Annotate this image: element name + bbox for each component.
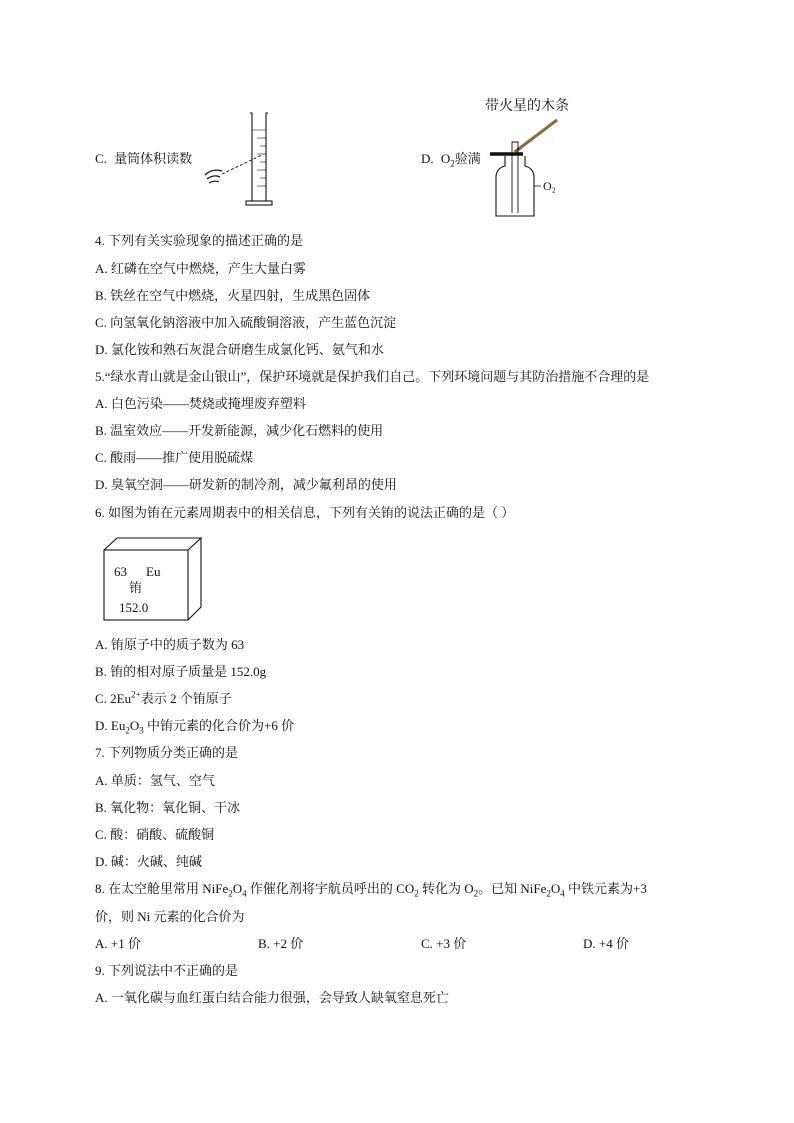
q6-option-d: D. $Eu_2O_3$ 中铕元素的化合价为+6 价 <box>95 718 295 736</box>
splint-label: 带火星的木条 <box>485 99 569 114</box>
q8-line2: 价，则 Ni 元素的化合价为 <box>95 909 245 924</box>
q5-stem: 5.“绿水青山就是金山银山”，保护环境就是保护我们自己。下列环境问题与其防治措施不合理的是 <box>95 369 650 384</box>
q4-stem: 4. 下列有关实验现象的描述正确的是 <box>95 233 304 248</box>
element-name: 铕 <box>129 580 143 595</box>
q7-option-d: D. 碱：火碱、纯碱 <box>95 854 202 869</box>
q4-option-d: D. 氯化铵和熟石灰混合研磨生成氯化钙、氨气和水 <box>95 342 384 357</box>
splint <box>514 120 557 153</box>
q3-option-c: C. 量筒体积读数 <box>95 151 193 166</box>
element-card <box>103 537 203 622</box>
q9-stem: 9. 下列说法中不正确的是 <box>95 963 239 978</box>
q7-stem: 7. 下列物质分类正确的是 <box>95 745 239 760</box>
element-symbol: Eu <box>146 564 161 579</box>
q8-line1: 8. 在太空舱里常用 $NiFe_2O_4$ 作催化剂将宇航员呼出的 $CO_2$ 转化为 $O_2$。已知 $NiFe_2O_4$ 中铁元素为+3 <box>95 881 647 899</box>
q8-option-b: B. +2 价 <box>258 936 304 951</box>
atomic-number: 63 <box>114 564 127 579</box>
q5-option-c: C. 酸雨——推广使用脱硫煤 <box>95 450 254 465</box>
q9-option-a: A. 一氧化碳与血红蛋白结合能力很强，会导致人缺氧窒息死亡 <box>95 990 449 1005</box>
q7-option-c: C. 酸：硝酸、硫酸铜 <box>95 827 215 842</box>
q5-option-d: D. 臭氧空洞——研发新的制冷剂，减少氟利昂的使用 <box>95 477 397 492</box>
q8-option-d: D. +4 价 <box>583 936 629 951</box>
q4-option-a: A. 红磷在空气中燃烧，产生大量白雾 <box>95 261 306 276</box>
q5-option-b: B. 温室效应——开发新能源，减少化石燃料的使用 <box>95 423 384 438</box>
gas-bottle-figure <box>485 118 595 218</box>
q3-option-d: D. $O_2$验满 <box>421 151 481 169</box>
q8-option-a: A. +1 价 <box>95 936 141 951</box>
q6-option-b: B. 铕的相对原子质量是 152.0g <box>95 664 267 679</box>
q8-option-c: C. +3 价 <box>421 936 467 951</box>
q5-option-a: A. 白色污染——焚烧或掩埋废弃塑料 <box>95 396 306 411</box>
element-card-frame <box>103 537 203 622</box>
o2-label: O₂ <box>543 179 556 193</box>
gas-bottle <box>496 156 534 216</box>
q6-option-a: A. 铕原子中的质子数为 63 <box>95 637 245 652</box>
eye-icon <box>205 170 222 183</box>
q7-option-b: B. 氧化物：氧化铜、干冰 <box>95 800 241 815</box>
graduated-cylinder-figure <box>200 108 290 212</box>
q4-option-b: B. 铁丝在空气中燃烧，火星四射，生成黑色固体 <box>95 288 371 303</box>
atomic-mass: 152.0 <box>119 600 149 615</box>
q6-stem: 6. 如图为铕在元素周期表中的相关信息，下列有关铕的说法正确的是（ ） <box>95 505 515 520</box>
q4-option-c: C. 向氢氧化钠溶液中加入硫酸铜溶液，产生蓝色沉淀 <box>95 315 397 330</box>
q7-option-a: A. 单质：氢气、空气 <box>95 773 215 788</box>
cylinder <box>246 113 272 205</box>
q6-option-c: C. $2Eu^{2+}$表示 2 个铕原子 <box>95 689 232 706</box>
